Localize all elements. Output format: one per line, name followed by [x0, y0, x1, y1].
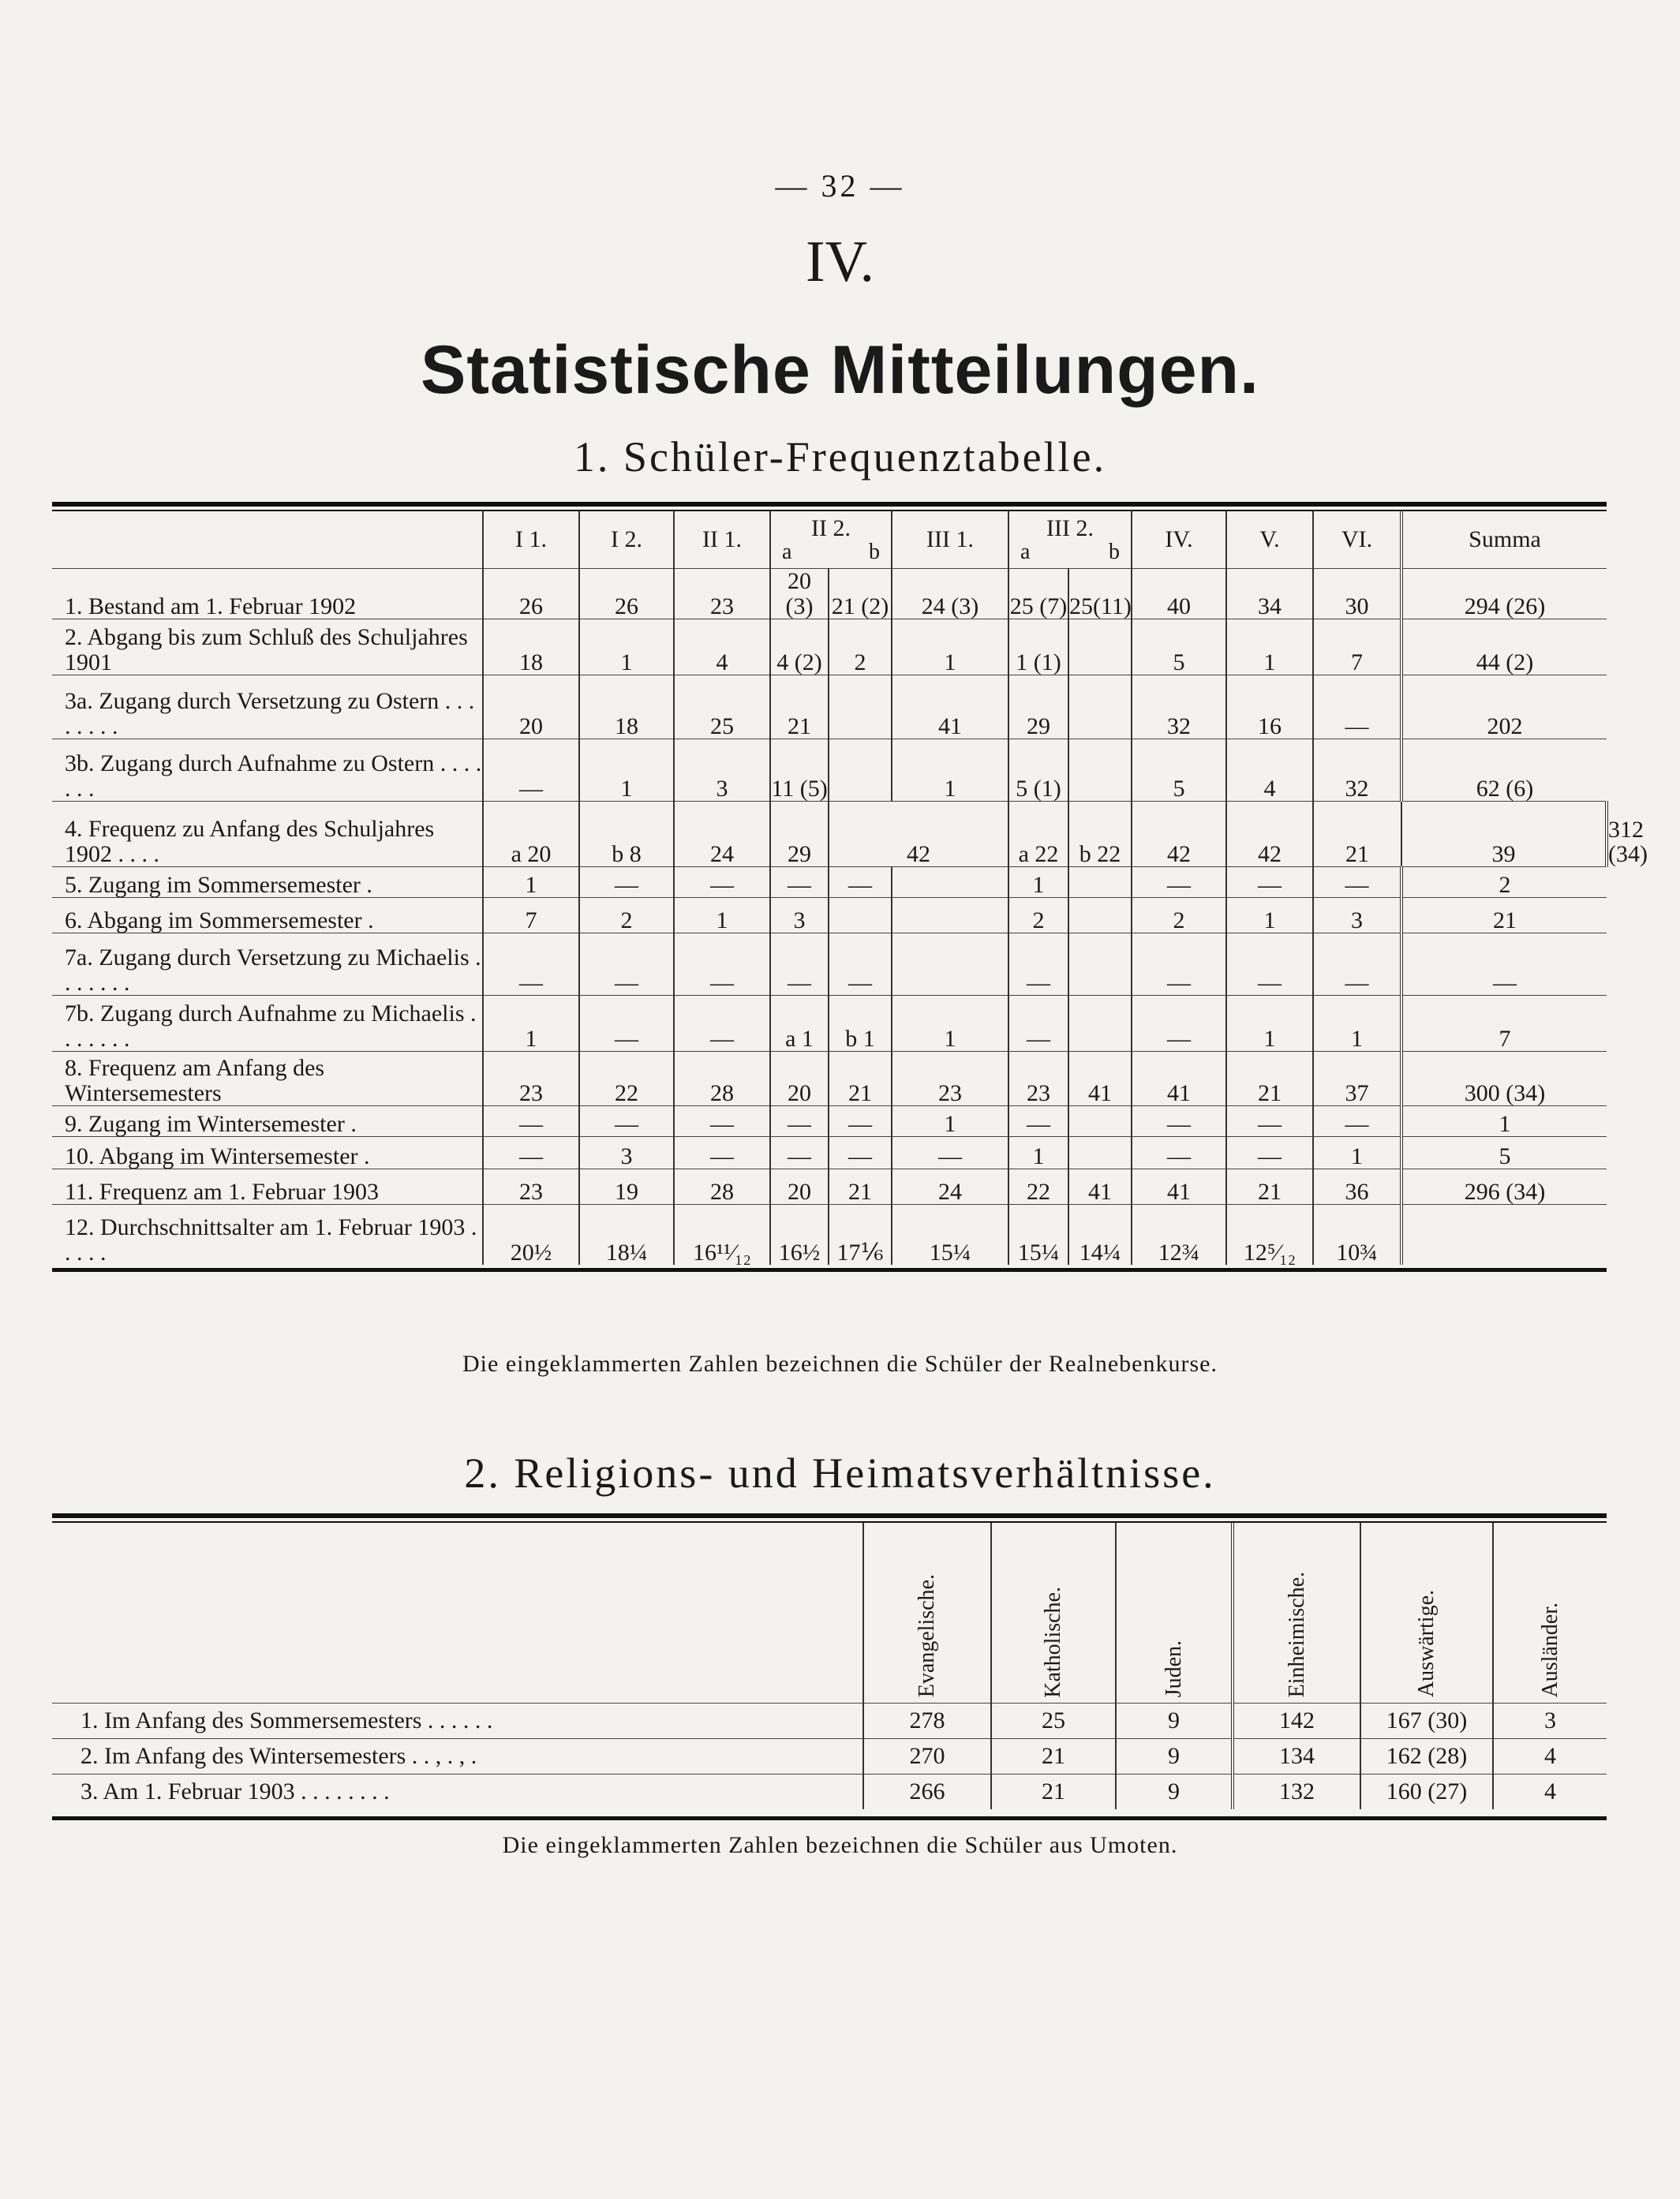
row-label: 7b. Zugang durch Aufnahme zu Michaelis . . . . . . .: [52, 996, 483, 1052]
summa-cell: 5: [1401, 1137, 1607, 1169]
table-cell: [1068, 996, 1132, 1052]
table-cell: 21: [991, 1775, 1116, 1810]
table-cell: —: [483, 1137, 579, 1169]
table-cell: 9: [1116, 1739, 1233, 1775]
table-cell: 142: [1233, 1703, 1360, 1739]
table-cell: 25(11): [1068, 569, 1132, 619]
table-cell: —: [1313, 867, 1401, 898]
table-cell: —: [483, 933, 579, 996]
table-cell: 278: [863, 1703, 991, 1739]
table-cell: —: [579, 933, 674, 996]
table-cell: 22: [579, 1052, 674, 1106]
table-cell: [892, 933, 1008, 996]
table-cell: —: [483, 739, 579, 802]
summa-cell: 44 (2): [1401, 619, 1607, 675]
table-cell: 1: [1226, 996, 1313, 1052]
table-cell: 16¹¹⁄₁₂: [674, 1205, 770, 1266]
table-cell: 41: [1068, 1169, 1132, 1205]
table-cell: —: [674, 1106, 770, 1137]
frequency-table-body: [52, 568, 1648, 1266]
table-cell: a 1: [770, 996, 829, 1052]
table-cell: 12¾: [1132, 1205, 1226, 1266]
table-cell: —: [1226, 933, 1313, 996]
table-cell: —: [1132, 933, 1226, 996]
table-cell: 23: [1008, 1052, 1068, 1106]
table-cell: —: [579, 1106, 674, 1137]
table-cell: 40: [1132, 569, 1226, 619]
table-cell: 4 (2): [770, 619, 829, 675]
table-cell: 3: [770, 898, 829, 933]
summa-cell: 2: [1401, 867, 1607, 898]
table-row: [52, 898, 1607, 933]
row-label: 1. Im Anfang des Sommersemesters . . . . . .: [52, 1703, 863, 1739]
table-cell: 2: [1008, 898, 1068, 933]
table-cell: 2: [579, 898, 674, 933]
table-cell: —: [1313, 1106, 1401, 1137]
row-label: 3b. Zugang durch Aufnahme zu Ostern . . . . . . .: [52, 739, 483, 802]
table-cell: 16½: [770, 1205, 829, 1266]
table-cell: 16: [1226, 675, 1313, 739]
table-row: [52, 1703, 1607, 1739]
table-cell: 29: [1008, 675, 1068, 739]
row-label: 3. Am 1. Februar 1903 . . . . . . . .: [52, 1775, 863, 1810]
row-label: 11. Frequenz am 1. Februar 1903: [52, 1169, 483, 1205]
table-cell: 21: [770, 675, 829, 739]
table-cell: —: [674, 867, 770, 898]
chapter-number: IV.: [805, 230, 875, 294]
table-row: [52, 1205, 1607, 1266]
table-cell: 24: [674, 802, 770, 867]
table-row: [52, 996, 1607, 1052]
table-cell: 41: [892, 675, 1008, 739]
table-cell: 1: [1008, 867, 1068, 898]
summa-cell: 21: [1401, 898, 1607, 933]
table-cell: b 22: [1068, 802, 1132, 867]
table-cell: 3: [1313, 898, 1401, 933]
table-cell: 162 (28): [1360, 1739, 1493, 1775]
col-VI: VI.: [1313, 511, 1401, 569]
table-cell: 9: [1116, 1775, 1233, 1810]
table-cell: 3: [579, 1137, 674, 1169]
table-cell: 1: [579, 619, 674, 675]
table-cell: 4: [1226, 739, 1313, 802]
table-cell: —: [770, 933, 829, 996]
table-cell: 42: [829, 802, 1008, 867]
row-label: 2. Im Anfang des Wintersemesters . . , . , .: [52, 1739, 863, 1775]
table-cell: —: [1008, 933, 1068, 996]
table-cell: [892, 867, 1008, 898]
table-cell: —: [674, 933, 770, 996]
table-cell: 20: [770, 1052, 829, 1106]
col-auswaertige: Auswärtige.: [1360, 1523, 1493, 1703]
table-cell: —: [1313, 675, 1401, 739]
section1-note: Die eingeklammerten Zahlen bezeichnen die Schüler der Realnebenkurse.: [462, 1351, 1218, 1377]
table-cell: 4: [674, 619, 770, 675]
table-cell: 266: [863, 1775, 991, 1810]
table-cell: 28: [674, 1052, 770, 1106]
table-cell: 1: [483, 996, 579, 1052]
table-cell: —: [1008, 996, 1068, 1052]
table-cell: 18: [483, 619, 579, 675]
table-cell: [1068, 933, 1132, 996]
table-cell: [1068, 619, 1132, 675]
section2-note: Die eingeklammerten Zahlen bezeichnen die Schüler aus Umoten.: [502, 1832, 1178, 1858]
table-cell: 42: [1226, 802, 1313, 867]
table-cell: 1 (1): [1008, 619, 1068, 675]
table-cell: b 8: [579, 802, 674, 867]
table-cell: 20 (3): [770, 569, 829, 619]
table-cell: [829, 898, 892, 933]
summa-cell: [1401, 1205, 1607, 1266]
row-label: 2. Abgang bis zum Schluß des Schuljahres 1901: [52, 619, 483, 675]
table-cell: 1: [892, 996, 1008, 1052]
table-cell: —: [674, 996, 770, 1052]
table-cell: [1068, 1106, 1132, 1137]
row-label: 6. Abgang im Sommersemester .: [52, 898, 483, 933]
table-cell: 23: [674, 569, 770, 619]
table-cell: 34: [1226, 569, 1313, 619]
table-cell: —: [483, 1106, 579, 1137]
table-row: [52, 1739, 1607, 1775]
table-cell: 1: [1008, 1137, 1068, 1169]
table-row: [52, 1052, 1607, 1106]
table-cell: —: [1132, 1106, 1226, 1137]
table-cell: 1: [674, 898, 770, 933]
table-cell: 29: [770, 802, 829, 867]
table-cell: 21: [829, 1052, 892, 1106]
table-row: [52, 1137, 1607, 1169]
summa-cell: 294 (26): [1401, 569, 1607, 619]
table-cell: 1: [892, 739, 1008, 802]
table-cell: 22: [1008, 1169, 1068, 1205]
table-cell: —: [674, 1137, 770, 1169]
table-cell: 41: [1132, 1169, 1226, 1205]
section2-heading: 2. Religions- und Heimatsverhältnisse.: [464, 1449, 1216, 1497]
table-cell: 134: [1233, 1739, 1360, 1775]
col-IV: IV.: [1132, 511, 1226, 569]
table-cell: 7: [483, 898, 579, 933]
table-cell: 12⁵⁄₁₂: [1226, 1205, 1313, 1266]
table-cell: [892, 898, 1008, 933]
row-label: 9. Zugang im Wintersemester .: [52, 1106, 483, 1137]
table-cell: 32: [1132, 675, 1226, 739]
table-cell: 132: [1233, 1775, 1360, 1810]
table-cell: 167 (30): [1360, 1703, 1493, 1739]
table-cell: [1068, 1137, 1132, 1169]
table-cell: —: [892, 1137, 1008, 1169]
table-cell: 14¼: [1068, 1205, 1132, 1266]
table-row: [52, 1775, 1607, 1810]
table-cell: —: [1008, 1106, 1068, 1137]
table-cell: —: [1132, 867, 1226, 898]
table-cell: 4: [1493, 1739, 1607, 1775]
table-cell: 21: [1313, 802, 1401, 867]
table-cell: 5: [1132, 619, 1226, 675]
col-II1: II 1.: [674, 511, 770, 569]
table-cell: 3: [1493, 1703, 1607, 1739]
table-cell: 41: [1132, 1052, 1226, 1106]
col-III1: III 1.: [892, 511, 1008, 569]
table-cell: —: [1132, 996, 1226, 1052]
page-number: — 32 —: [775, 168, 905, 204]
table-cell: 1: [892, 619, 1008, 675]
table-cell: 17⅙: [829, 1205, 892, 1266]
table-row: [52, 569, 1607, 619]
table-cell: 21: [991, 1739, 1116, 1775]
table-cell: 26: [483, 569, 579, 619]
religion-table-body: [52, 1703, 1607, 1810]
table-cell: 1: [1226, 898, 1313, 933]
table-cell: 5 (1): [1008, 739, 1068, 802]
table-cell: 24 (3): [892, 569, 1008, 619]
row-label: 5. Zugang im Sommersemester .: [52, 867, 483, 898]
col-summa: Summa: [1401, 511, 1607, 569]
table-cell: 20½: [483, 1205, 579, 1266]
top-rule-2: [52, 1513, 1607, 1518]
summa-cell: 62 (6): [1401, 739, 1607, 802]
table-cell: 15¼: [892, 1205, 1008, 1266]
table-cell: [1068, 867, 1132, 898]
table-cell: 23: [483, 1052, 579, 1106]
table-cell: 20: [483, 675, 579, 739]
page-title: Statistische Mitteilungen.: [421, 332, 1259, 408]
table-cell: [1068, 675, 1132, 739]
table-cell: 270: [863, 1739, 991, 1775]
table-cell: 25 (7): [1008, 569, 1068, 619]
table-cell: 23: [483, 1169, 579, 1205]
table-cell: 9: [1116, 1703, 1233, 1739]
row-label: 1. Bestand am 1. Februar 1902: [52, 569, 483, 619]
table-cell: 37: [1313, 1052, 1401, 1106]
summa-cell: 202: [1401, 675, 1607, 739]
row-label: 8. Frequenz am Anfang des Wintersemesters: [52, 1052, 483, 1106]
summa-cell: —: [1401, 933, 1607, 996]
table-row: [52, 867, 1607, 898]
table-cell: a 20: [483, 802, 579, 867]
table-cell: a 22: [1008, 802, 1068, 867]
table-cell: —: [829, 1106, 892, 1137]
col-III2: III 2. a b: [1008, 511, 1132, 569]
table-cell: —: [579, 867, 674, 898]
col-juden: Juden.: [1116, 1523, 1233, 1703]
table-cell: 10¾: [1313, 1205, 1401, 1266]
table-cell: —: [1226, 1137, 1313, 1169]
table-cell: 18¼: [579, 1205, 674, 1266]
col-einheimische: Einheimische.: [1233, 1523, 1360, 1703]
summa-cell: 1: [1401, 1106, 1607, 1137]
table-row: [52, 1106, 1607, 1137]
table-cell: 25: [991, 1703, 1116, 1739]
table-cell: 41: [1068, 1052, 1132, 1106]
table-cell: 1: [579, 739, 674, 802]
table-cell: 1: [1226, 619, 1313, 675]
table-cell: 24: [892, 1169, 1008, 1205]
col-auslaender: Ausländer.: [1493, 1523, 1607, 1703]
table-cell: —: [1132, 1137, 1226, 1169]
religion-table: [52, 1523, 1607, 1809]
table-cell: 20: [770, 1169, 829, 1205]
table-cell: 21: [1226, 1052, 1313, 1106]
summa-cell: 7: [1401, 996, 1607, 1052]
table-row: [52, 675, 1607, 739]
table-cell: 21: [1226, 1169, 1313, 1205]
table-cell: 2: [1132, 898, 1226, 933]
table-cell: 21 (2): [829, 569, 892, 619]
table-row: [52, 933, 1607, 996]
table-cell: 28: [674, 1169, 770, 1205]
table-cell: 1: [1313, 996, 1401, 1052]
table-cell: 25: [674, 675, 770, 739]
table-cell: 32: [1313, 739, 1401, 802]
table-cell: 1: [1313, 1137, 1401, 1169]
table-cell: 15¼: [1008, 1205, 1068, 1266]
table-row: [52, 619, 1607, 675]
table-cell: —: [770, 867, 829, 898]
table-cell: 23: [892, 1052, 1008, 1106]
summa-cell: 296 (34): [1401, 1169, 1607, 1205]
col-V: V.: [1226, 511, 1313, 569]
table-cell: —: [770, 1137, 829, 1169]
table-cell: 11 (5): [770, 739, 829, 802]
table-cell: 42: [1132, 802, 1226, 867]
table-row: [52, 1169, 1607, 1205]
table-cell: 26: [579, 569, 674, 619]
table-cell: b 1: [829, 996, 892, 1052]
table-cell: 5: [1132, 739, 1226, 802]
summa-cell: 300 (34): [1401, 1052, 1607, 1106]
table-cell: 39: [1401, 802, 1607, 867]
table-cell: 7: [1313, 619, 1401, 675]
table-row: 4. Frequenz zu Anfang des Schuljahres 1902 . . . . a 20 b 8 24 29 42 a 22 b 22 42 42 21 39 312 (34): [52, 802, 1607, 867]
table-cell: 36: [1313, 1169, 1401, 1205]
bottom-rule-2: [52, 1816, 1607, 1820]
col-evangelische: Evangelische.: [863, 1523, 991, 1703]
table-cell: 21: [829, 1169, 892, 1205]
table-cell: [1068, 739, 1132, 802]
top-rule-1: [52, 502, 1607, 507]
table-cell: 160 (27): [1360, 1775, 1493, 1810]
table-cell: 1: [483, 867, 579, 898]
row-label: 3a. Zugang durch Versetzung zu Ostern . . . . . . . .: [52, 675, 483, 739]
col-katholische: Katholische.: [991, 1523, 1116, 1703]
table-cell: 1: [892, 1106, 1008, 1137]
row-label: 4. Frequenz zu Anfang des Schuljahres 1902 . . . .: [52, 802, 483, 867]
table-cell: —: [770, 1106, 829, 1137]
table-cell: 4: [1493, 1775, 1607, 1810]
table-row: [52, 739, 1607, 802]
bottom-rule-1: [52, 1268, 1607, 1272]
table-cell: [1068, 898, 1132, 933]
row-label: 7a. Zugang durch Versetzung zu Michaelis . . . . . . .: [52, 933, 483, 996]
col-I2: I 2.: [579, 511, 674, 569]
row-label: 10. Abgang im Wintersemester .: [52, 1137, 483, 1169]
table-cell: —: [829, 867, 892, 898]
frequency-table: [52, 511, 1648, 1266]
table-cell: 2: [829, 619, 892, 675]
table-cell: —: [1226, 1106, 1313, 1137]
row-label: 12. Durchschnittsalter am 1. Februar 1903 . . . . .: [52, 1205, 483, 1266]
section1-heading: 1. Schüler-Frequenztabelle.: [573, 433, 1107, 481]
table-cell: —: [1313, 933, 1401, 996]
table-cell: —: [1226, 867, 1313, 898]
table-cell: 19: [579, 1169, 674, 1205]
table-cell: 3: [674, 739, 770, 802]
table-cell: —: [579, 996, 674, 1052]
table-cell: —: [829, 1137, 892, 1169]
table-cell: 30: [1313, 569, 1401, 619]
col-I1: I 1.: [483, 511, 579, 569]
table-cell: [829, 739, 892, 802]
col-II2: II 2. a b: [770, 511, 892, 569]
table-cell: —: [829, 933, 892, 996]
table-cell: 18: [579, 675, 674, 739]
table-cell: [829, 675, 892, 739]
